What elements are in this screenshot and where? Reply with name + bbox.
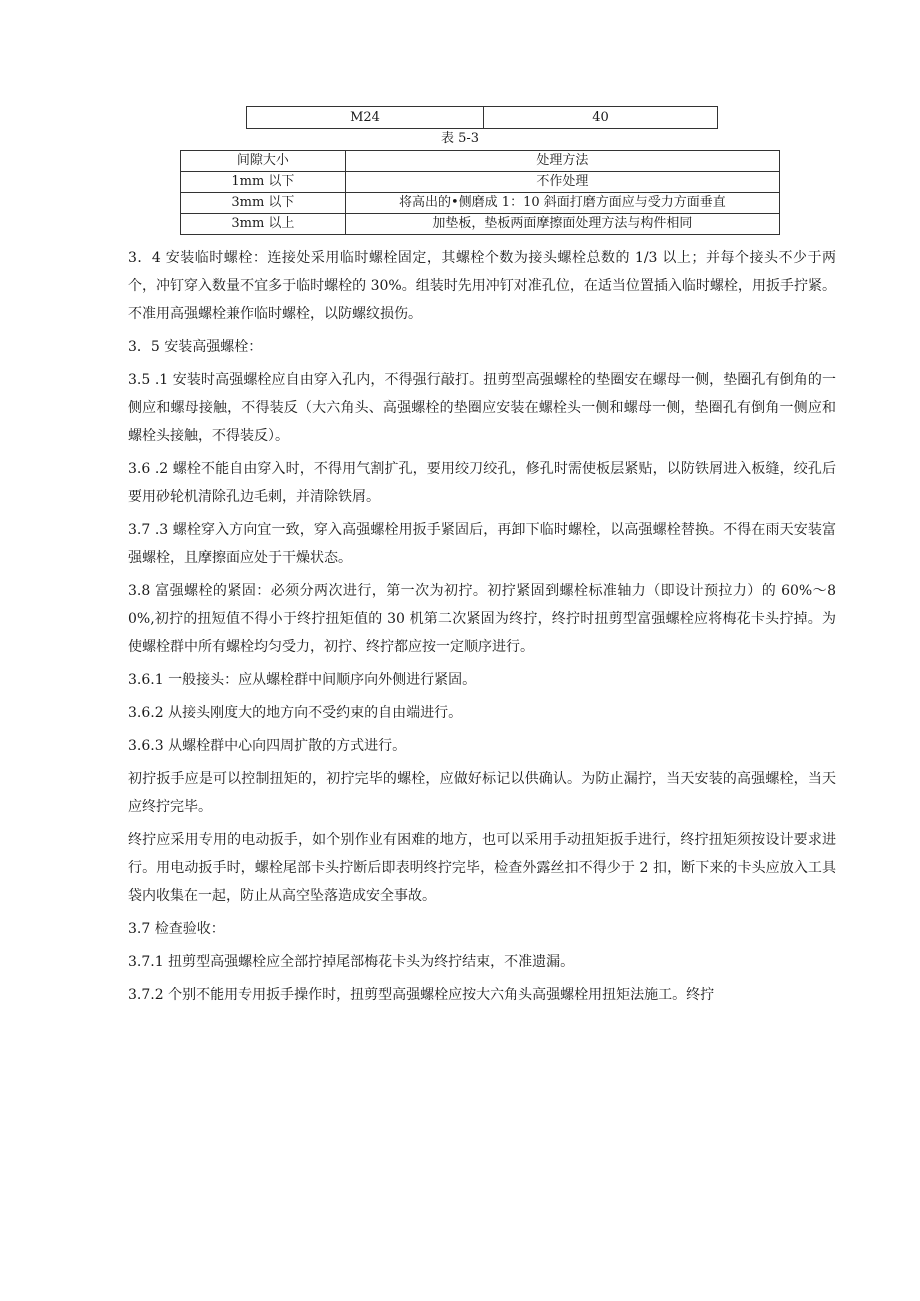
table-caption: 表 5-3 <box>440 131 480 146</box>
table-header-row <box>181 151 780 172</box>
paragraph: 3.8 富强螺栓的紧固：必须分两次进行，第一次为初拧。初拧紧固到螺栓标准轴力（即设计预拉力）的 60%～80%,初拧的扭短值不得小于终拧扭矩值的 30 机第二次紧固为终拧，终拧时扭剪型富强螺栓应将梅花卡头拧掉。为使螺栓群中所有螺栓均匀受力，初拧、终拧都应按一定顺序进行。 <box>128 583 836 655</box>
paragraph: 3.6.2 从接头刚度大的地方向不受约束的自由端进行。 <box>128 705 463 721</box>
paragraph: 3．5 安装高强螺栓： <box>128 339 263 355</box>
paragraph: 3.6.1 一般接头：应从螺栓群中间顺序向外侧进行紧固。 <box>128 672 477 688</box>
table-cell: 1mm 以下 <box>181 172 346 193</box>
body-text <box>128 244 836 1014</box>
table-header-cell: 间隙大小 <box>181 151 346 172</box>
paragraph: 3.5 .1 安装时高强螺栓应自由穿入孔内，不得强行敲打。扭剪型高强螺栓的垫圈安在螺母一侧，垫圈孔有倒角的一侧应和螺母接触，不得装反（大六角头、高强螺栓的垫圈应安装在螺栓头一侧和螺母一侧，垫圈孔有倒角一侧应和螺栓头接触，不得装反）。 <box>128 372 836 444</box>
table-row <box>181 172 780 193</box>
table-row <box>181 193 780 214</box>
paragraph: 初拧扳手应是可以控制扭矩的，初拧完毕的螺栓，应做好标记以供确认。为防止漏拧，当天安装的高强螺栓，当天应终拧完毕。 <box>128 771 836 815</box>
table-row <box>181 214 780 235</box>
table-row <box>247 107 718 129</box>
paragraph: 3.6.3 从螺栓群中心向四周扩散的方式进行。 <box>128 738 407 754</box>
paragraph: 3.7.1 扭剪型高强螺栓应全部拧掉尾部梅花卡头为终拧结束，不准遗漏。 <box>128 954 575 970</box>
table-cell: 加垫板，垫板两面摩擦面处理方法与构件相同 <box>345 214 779 235</box>
paragraph: 3.7 .3 螺栓穿入方向宜一致，穿入高强螺栓用扳手紧固后，再卸下临时螺栓，以高强螺栓替换。不得在雨天安装富强螺栓，且摩擦面应处于干燥状态。 <box>128 522 836 566</box>
table-cell: M24 <box>247 107 484 129</box>
paragraph: 3．4 安装临时螺栓：连接处采用临时螺栓固定，其螺栓个数为接头螺栓总数的 1/3 以上；并每个接头不少于两个，冲钉穿入数量不宜多于临时螺栓的 30%。组装时先用冲钉对准孔位，在适当位置插入临时螺栓，用扳手拧紧。不准用高强螺栓兼作临时螺栓，以防螺纹损伤。 <box>128 250 836 322</box>
paragraph: 终拧应采用专用的电动扳手，如个别作业有困难的地方，也可以采用手动扭矩扳手进行，终拧扭矩须按设计要求进行。用电动扳手时，螺栓尾部卡头拧断后即表明终拧完毕，检查外露丝扣不得少于 2 扣，断下来的卡头应放入工具袋内收集在一起，防止从高空坠落造成安全事故。 <box>128 832 836 904</box>
table-cell: 40 <box>484 107 718 129</box>
table-cell: 3mm 以下 <box>181 193 346 214</box>
table-cell: 不作处理 <box>345 172 779 193</box>
paragraph: 3.6 .2 螺栓不能自由穿入时，不得用气割扩孔，要用绞刀绞孔，修孔时需使板层紧贴，以防铁屑进入板缝，绞孔后要用砂轮机清除孔边毛刺，并清除铁屑。 <box>128 461 836 505</box>
table-header-cell: 处理方法 <box>345 151 779 172</box>
paragraph: 3.7.2 个别不能用专用扳手操作时，扭剪型高强螺栓应按大六角头高强螺栓用扭矩法施工。终拧 <box>128 987 715 1003</box>
top-table <box>246 106 718 129</box>
table-cell: 将高出的•侧磨成 1：10 斜面打磨方面应与受力方面垂直 <box>345 193 779 214</box>
paragraph: 3.7 检查验收： <box>128 921 225 937</box>
gap-treatment-table <box>180 150 780 235</box>
table-cell: 3mm 以上 <box>181 214 346 235</box>
